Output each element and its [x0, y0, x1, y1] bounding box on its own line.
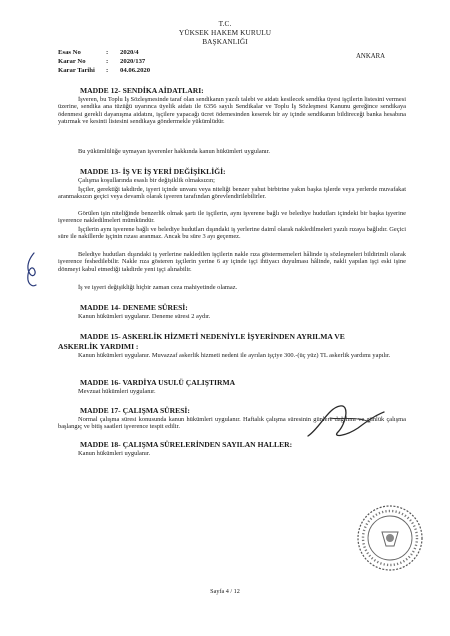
- article-17-title: MADDE 17- ÇALIŞMA SÜRESİ:: [80, 406, 190, 415]
- article-13-p6: İş ve işyeri değişikliği hiçbir zaman ceza mahiyetinde olamaz.: [78, 284, 238, 291]
- article-15-title-line2: ASKERLİK YARDIMI :: [58, 342, 139, 351]
- article-14-p1: Kanun hükümleri uygulanır. Deneme süresi 2 aydır.: [78, 313, 211, 320]
- article-12-p1: İşveren, bu Toplu İş Sözleşmesinde taraf olan sendikanın yazılı talebi ve aidatı kesilecek sendika üyesi işçilerin listesini vermesi üzerine, sendika ana tüzüğü uyarınca üyelik aidatı ile 6356 sayılı Sendikalar ve Toplu İş Sözleşmesi Kanunu gereğince sendikaya ödenmesi gerekli dayanışma aidatını, işçilere yapacağı ücret ödemesinden keserek bir ay içinde sendikanın bildireceği banka hesabına yatırmak ve kesinti listesini sendikaya göndermekle yükümlüdür.: [58, 96, 406, 126]
- article-18-p1: Kanun hükümleri uygulanır.: [78, 450, 151, 457]
- article-15-title-line1: MADDE 15- ASKERLİK HİZMETİ NEDENİYLE İŞYERİNDEN AYRILMA VE: [80, 332, 345, 341]
- page-number: Sayfa 4 / 12: [210, 588, 240, 595]
- article-13-title: MADDE 13- İŞ VE İŞ YERİ DEĞİŞİKLİĞİ:: [80, 167, 226, 176]
- article-15-p1: Kanun hükümleri uygulanır. Muvazzaf askerlik hizmeti nedeni ile ayrılan işçiye 300.-(üç yüz) TL askerlik yardımı yapılır.: [78, 352, 391, 359]
- meta-label: Esas No: [58, 49, 81, 56]
- article-18-title: MADDE 18- ÇALIŞMA SÜRELERİNDEN SAYILAN HALLER:: [80, 440, 293, 449]
- meta-label: Karar No: [58, 58, 86, 65]
- meta-decision-no: Karar No : 2020/137: [58, 58, 146, 65]
- article-14-title: MADDE 14- DENEME SÜRESİ:: [80, 303, 188, 312]
- meta-case-no: Esas No : 2020/4: [58, 49, 139, 56]
- header-tc: T.C.: [218, 19, 232, 28]
- city: ANKARA: [356, 53, 386, 60]
- meta-decision-date: Karar Tarihi : 04.06.2020: [58, 67, 151, 74]
- meta-value: 2020/137: [120, 58, 146, 65]
- header-institution: YÜKSEK HAKEM KURULU: [178, 28, 272, 37]
- article-13-p5: Belediye hudutları dışındaki iş yerlerine nakledilen işçilerin nakle rıza göstermemeleri hâlinde iş sözleşmeleri bildirimli olarak işverence feshedilebilir. Nakle rıza gösteren işçilerin yerine 6 ay içinde işçi ihtiyacı duyulması hâlinde, nakli yapılan işçi eski işine dönmeyi kabul etmediği takdirde yeni işçi alınabilir.: [58, 251, 406, 273]
- article-13-p4: İşçilerin aynı işverene bağlı ve belediye hudutları dışındaki iş yerlerine daimî olarak nakledilmeleri yazılı rızaya bağlıdır. Geçici süre ile nakillerde işçinin rızası aranmaz. Ancak bu süre 3 ayı geçemez.: [58, 226, 406, 241]
- article-12-title: MADDE 12- SENDİKA AİDATLARI:: [80, 86, 204, 95]
- article-13-p2: İşçiler, gerektiği takdirde, işyeri içinde unvanı veya niteliği benzer yahut birbirine yakın başka işlerde veya yerlerde muvafakat aranmaksızın geçici veya devamlı olarak işveren tarafından görevlendirilebilirler.: [58, 186, 406, 201]
- article-16-title: MADDE 16- VARDİYA USULÜ ÇALIŞTIRMA: [80, 378, 236, 387]
- article-16-p1: Mevzuat hükümleri uygulanır.: [78, 388, 156, 395]
- meta-value: 2020/4: [120, 49, 139, 56]
- header-presidency: BAŞKANLIĞI: [202, 37, 248, 46]
- handwritten-initial-icon: [22, 250, 42, 290]
- meta-label: Karar Tarihi: [58, 67, 95, 74]
- signature-icon: [300, 398, 390, 446]
- article-12-p2: Bu yükümlülüğe uymayan işverenler hakkında kanun hükümleri uygulanır.: [78, 148, 271, 155]
- article-17-p1: Normal çalışma süresi konusunda kanun hükümleri uygulanır. Haftalık çalışma süresinin günlere dağılımı ve günlük çalışma başlangıç ve bitiş saatleri işverence tespit edilir.: [58, 416, 406, 431]
- article-13-p1: Çalışma koşullarında esaslı bir değişiklik olmaksızın;: [78, 177, 215, 184]
- meta-value: 04.06.2020: [120, 67, 151, 74]
- article-13-p3: Görülen işin niteliğinde benzerlik olmak şartı ile işçilerin, aynı işverene bağlı ve belediye hudutları içindeki bir başka işyerine işverence nakledilmeleri mümkündür.: [58, 210, 406, 225]
- official-seal-icon: [354, 502, 426, 574]
